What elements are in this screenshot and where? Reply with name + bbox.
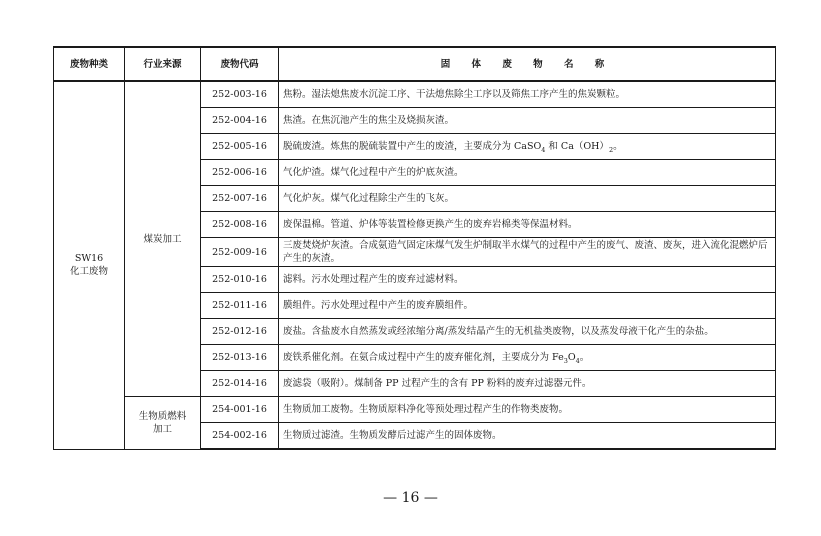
desc-text: 废铁系催化剂。在氨合成过程中产生的废弃催化剂，主要成分为 Fe xyxy=(283,352,564,363)
waste-code: 252-004-16 xyxy=(201,108,279,134)
waste-code: 252-007-16 xyxy=(201,186,279,212)
waste-code: 252-006-16 xyxy=(201,160,279,186)
desc-text: 。 xyxy=(613,141,623,152)
source-name-line: 加工 xyxy=(152,423,172,435)
header-waste-category: 废物种类 xyxy=(54,47,125,81)
header-waste-name: 固 体 废 物 名 称 xyxy=(279,47,776,81)
waste-description: 滤料。污水处理过程产生的废弃过滤材料。 xyxy=(279,267,776,293)
subscript: 3 xyxy=(563,356,568,365)
waste-description: 废盐。含盐废水自然蒸发或经浓缩分离/蒸发结晶产生的无机盐类废物，以及蒸发母液干化产生的杂盐。 xyxy=(279,319,776,345)
subscript: 4 xyxy=(575,356,580,365)
desc-text: O xyxy=(567,352,576,363)
waste-description: 膜组件。污水处理过程中产生的废弃膜组件。 xyxy=(279,293,776,319)
waste-code: 252-003-16 xyxy=(201,81,279,108)
table-row xyxy=(54,81,776,108)
header-waste-code: 废物代码 xyxy=(201,47,279,81)
waste-description: 废滤袋（吸附）。煤制备 PP 过程产生的含有 PP 粉料的废弃过滤器元件。 xyxy=(279,371,776,397)
waste-code: 252-008-16 xyxy=(201,212,279,238)
header-industry-source: 行业来源 xyxy=(125,47,201,81)
table-row xyxy=(54,397,776,423)
source-cell-biomass xyxy=(125,397,201,450)
waste-description: 三废焚烧炉灰渣。合成氨造气固定床煤气发生炉制取半水煤气的过程中产生的废气、废渣、废灰，进入流化混燃炉后产生的灰渣。 xyxy=(279,238,776,267)
subscript: 4 xyxy=(541,145,546,154)
waste-description xyxy=(279,134,776,160)
subscript: 2 xyxy=(608,145,614,154)
waste-code: 252-013-16 xyxy=(201,345,279,371)
desc-text: 。 xyxy=(579,352,590,363)
waste-description: 生物质加工废物。生物质原料净化等预处理过程产生的作物类废物。 xyxy=(279,397,776,423)
waste-description: 气化炉渣。煤气化过程中产生的炉底灰渣。 xyxy=(279,160,776,186)
page-number: — 16 — xyxy=(383,490,438,506)
waste-description: 焦渣。在焦沉池产生的焦尘及烧损灰渣。 xyxy=(279,108,776,134)
waste-description: 生物质过滤渣。生物质发酵后过滤产生的固体废物。 xyxy=(279,423,776,450)
table-header-row xyxy=(54,47,776,81)
waste-code: 254-001-16 xyxy=(201,397,279,423)
waste-description: 焦粉。湿法熄焦废水沉淀工序、干法熄焦除尘工序以及筛焦工序产生的焦炭颗粒。 xyxy=(279,81,776,108)
source-cell-coal: 煤炭加工 xyxy=(125,81,201,397)
waste-code: 252-011-16 xyxy=(201,293,279,319)
waste-description: 气化炉灰。煤气化过程除尘产生的飞灰。 xyxy=(279,186,776,212)
waste-code: 252-005-16 xyxy=(201,134,279,160)
waste-code: 252-014-16 xyxy=(201,371,279,397)
waste-code: 252-009-16 xyxy=(201,238,279,267)
source-name-line: 生物质燃料 xyxy=(138,410,187,422)
category-code: SW16 xyxy=(74,253,104,265)
waste-table xyxy=(53,46,776,450)
desc-text: 和 Ca（OH） xyxy=(545,141,609,152)
category-cell xyxy=(54,81,125,449)
waste-code: 252-010-16 xyxy=(201,267,279,293)
waste-code: 254-002-16 xyxy=(201,423,279,450)
waste-description xyxy=(279,345,776,371)
waste-code: 252-012-16 xyxy=(201,319,279,345)
waste-description: 废保温棉。管道、炉体等装置检修更换产生的废弃岩棉类等保温材料。 xyxy=(279,212,776,238)
category-name: 化工废物 xyxy=(69,266,108,278)
desc-text: 脱硫废渣。炼焦的脱硫装置中产生的废渣，主要成分为 CaSO xyxy=(283,141,542,152)
